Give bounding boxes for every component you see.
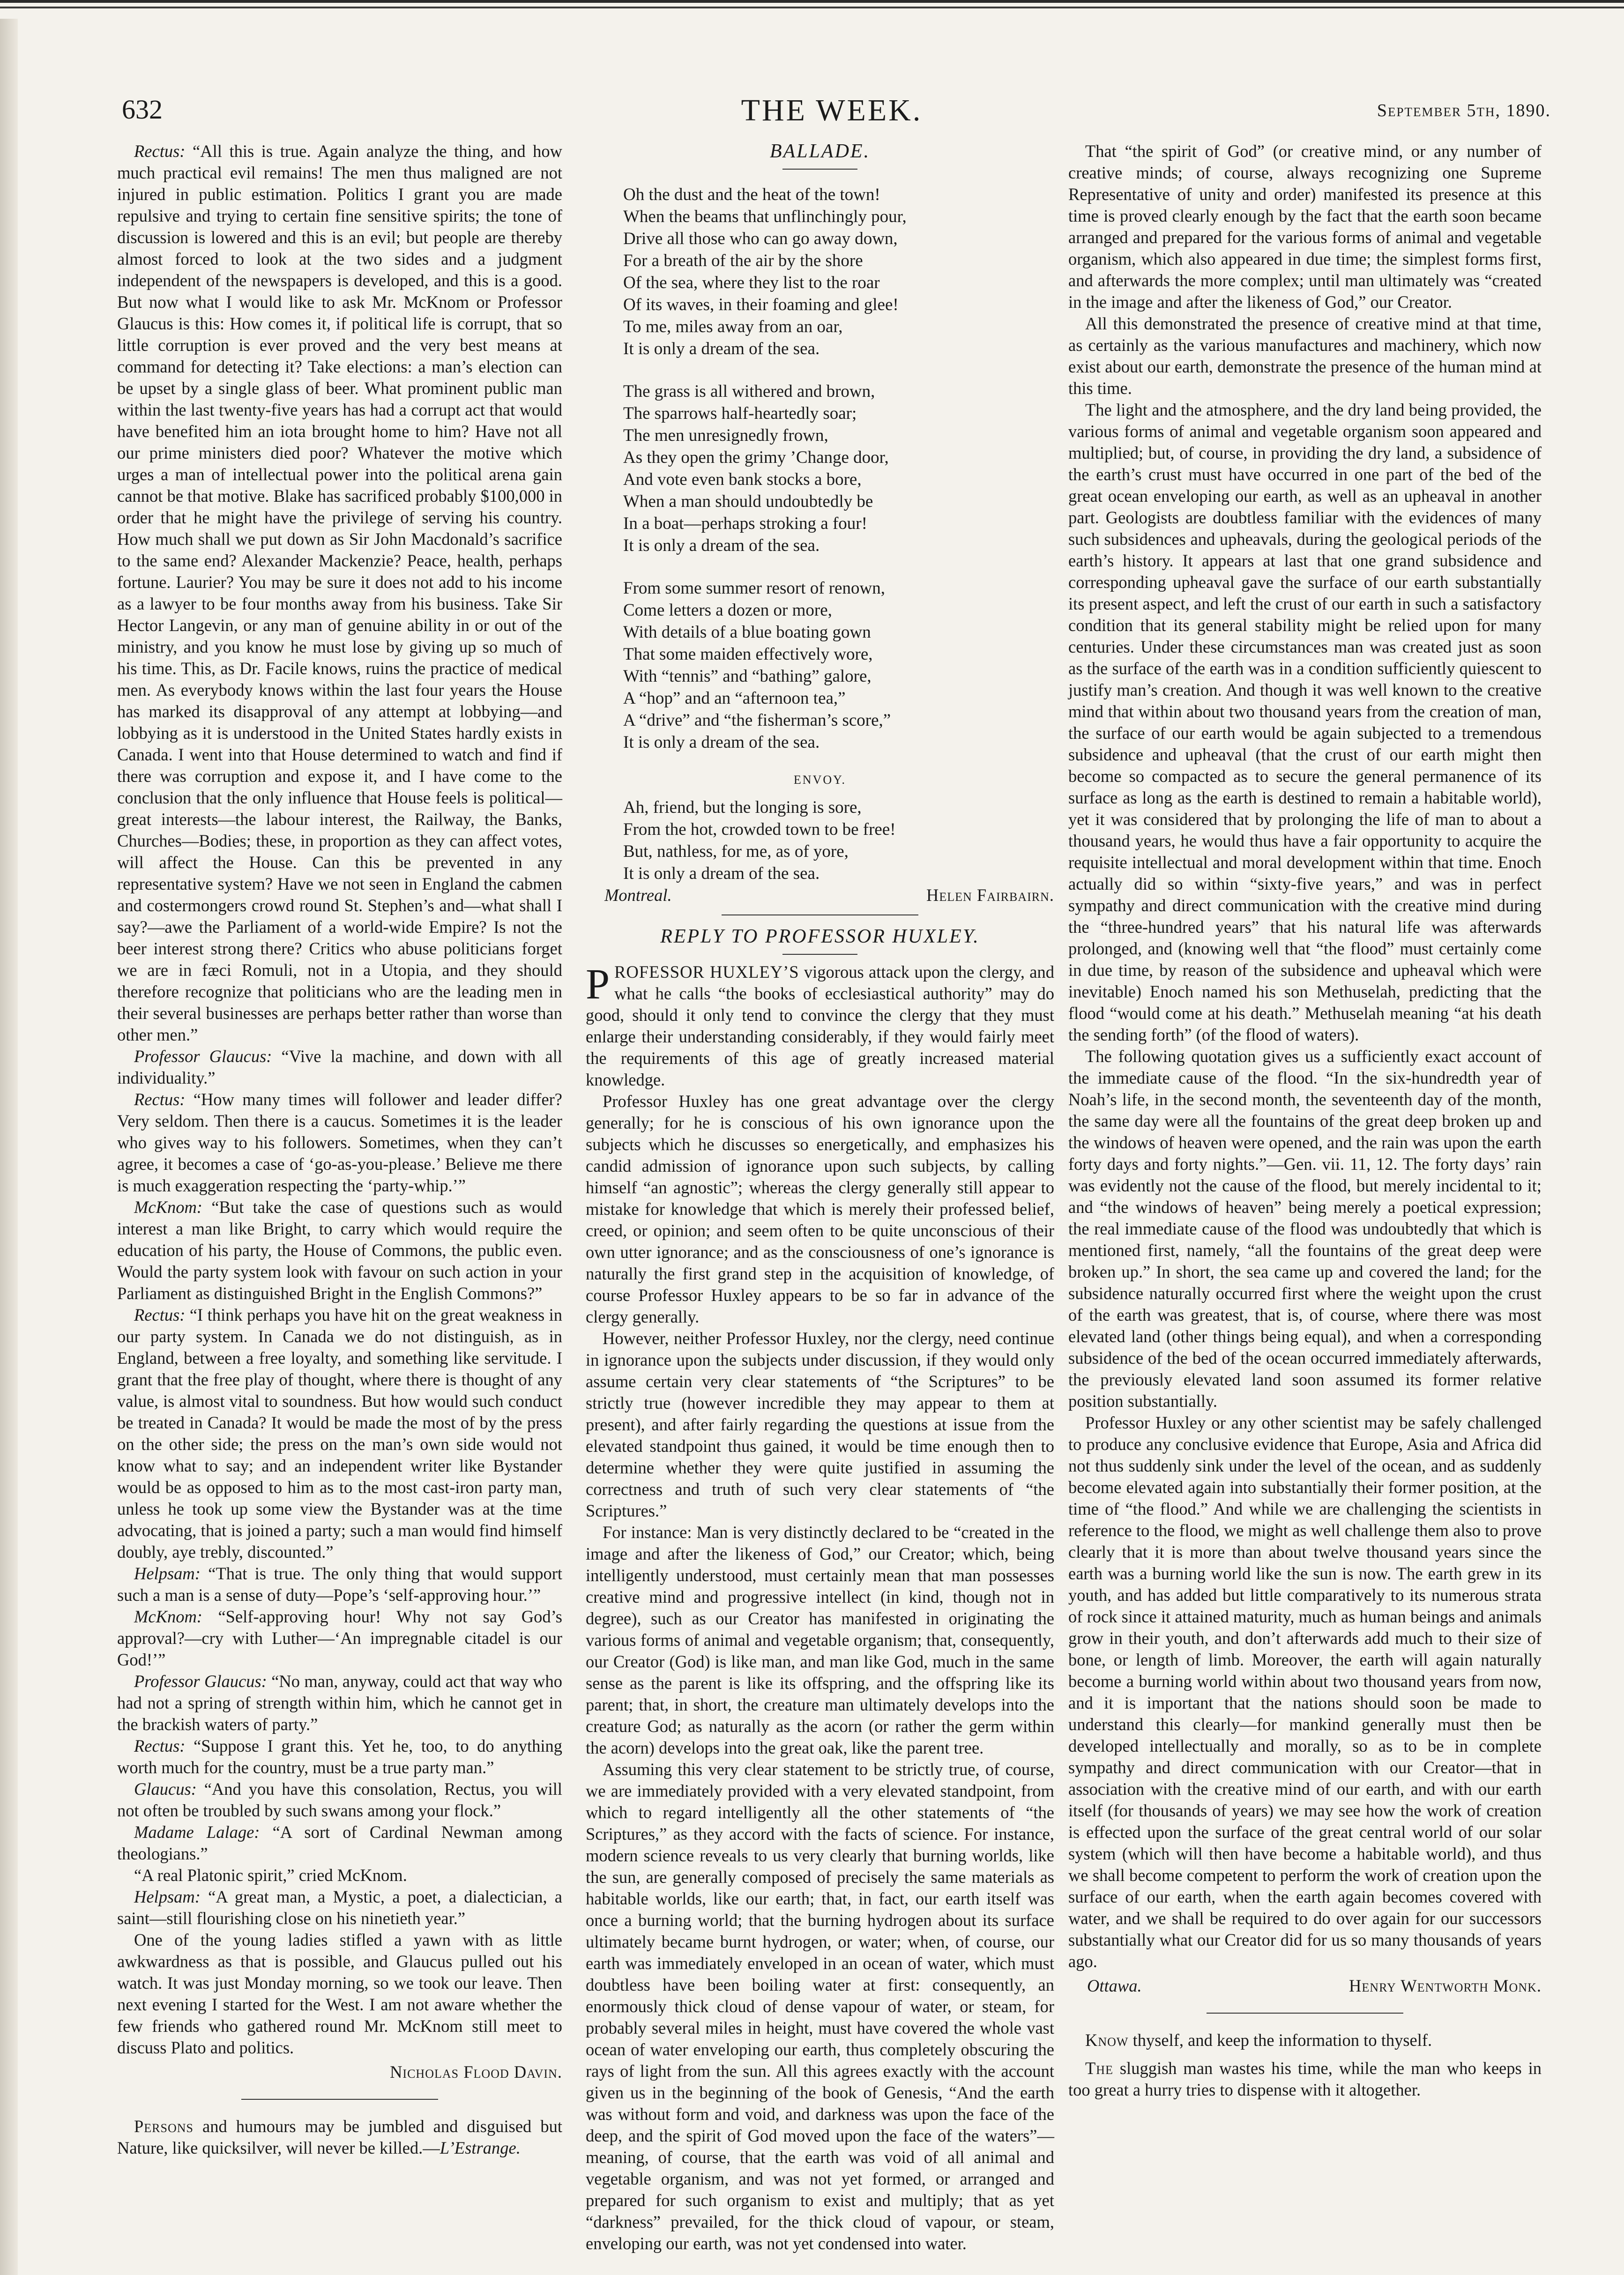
dialogue-text: “A sort of Cardinal Newman among theologians.” [117, 1822, 563, 1863]
maxim-2-text: sluggish man wastes his time, while the man who keeps in too great a hurry tries to dispense with it altogether. [1068, 2059, 1542, 2099]
page-top-edge [0, 0, 1624, 19]
poem-line: It is only a dream of the sea. [623, 733, 820, 752]
article-first-paragraph [586, 961, 1054, 1091]
article-paragraph: The light and the atmosphere, and the dry land being provided, the various forms of animal and vegetable organism soon appeared and multiplied; but, of course, in providing the dry land, a subsidence of the earth’s crust must have occurred in one part of the bed of the great ocean enveloping our earth, as well as an upheaval in another part. Geologists are doubtless familiar with the evidences of many such subsidences and upheavals, during the geological periods of the earth’s history. It appears at last that one grand subsidence and corresponding upheaval gave the surface of our earth substantially its present aspect, and left the crust of our earth in such a satisfactory condition that its general stability might be relied upon for many centuries. Under these circumstances man was created just as soon as the surface of the earth was in a condition sufficiently quiescent to justify man’s creation. And though it was well known to the creative mind that within about two thousand years from the creation of man, the surface of our earth would be again subjected to a tremendous subsidence and upheaval (that the crust of our earth might then become so compacted as to secure the general permanence of its surface as long as the earth is destined to remain a habitable world), yet it was considered that by prolonging the life of man to about a thousand years, he would thus have a fair opportunity to acquire the requisite intellectual and moral development within that time. Enoch actually did so within “sixty-five years,” and was in perfect sympathy and direct communication with the creative mind during the “three-hundred years” that his natural life was afterwards prolonged, and (knowing well that “the flood” must certainly come in due time, by reason of the subsidence and upheaval which were inevitable) Enoch named his son Methuselah, predicting that the flood “would come at his death.” Methuselah meaning “at his death the sending forth” (of the flood of waters). [1068, 400, 1542, 1044]
dialogue-paragraph [117, 1563, 562, 1606]
page-header [112, 94, 1551, 136]
section-divider [722, 914, 918, 915]
poem-line: Come letters a dozen or more, [623, 601, 832, 620]
poem-line: Of the sea, where they list to the roar [623, 273, 880, 292]
article-body [586, 1091, 1054, 2254]
lead-words: ROFESSOR HUXLEY’S [614, 962, 799, 981]
dialogue-text: “That is true. The only thing that would support such a man is a sense of duty—Pope’s ‘self-approving hour.’” [117, 1564, 563, 1605]
column-right [1068, 141, 1542, 2101]
quote-lead: Persons [134, 2117, 194, 2136]
speaker-name: McKnom: [134, 1197, 202, 1217]
dialogue-text: “All this is true. Again analyze the thing, and how much practical evil remains! The men thus maligned are not injured in public estimation. Politics I grant you are made repulsive and trying to certain fine sensitive spirits; the tone of discussion is lowered and this is an evil; but people are thereby almost forced to look at the two sides and a judgment independent of the newspapers is developed, and this is a good. But now what I would like to ask Mr. McKnom or Professor Glaucus is this: How comes it, if political life is corrupt, that so little corruption is ever proved and the very best means at command for detecting it? Take elections: a man’s election can be upset by a single glass of beer. What prominent public man within the last twenty-five years has had a corrupt act that would have benefited him an iota brought home to him? Have not all our prime ministers died poor? Whatever the motive which urges a man of intellectual power into the political arena gain cannot be that motive. Blake has sacrificed probably $100,000 in order that he might have the privilege of serving his country. How much shall we put down as Sir John Macdonald’s sacrifice to the same end? Alexander Mackenzie? Peace, health, perhaps fortune. Laurier? You may be sure it does not add to his income as a lawyer to be four months away from his business. Take Sir Hector Langevin, or any man of genuine ability in or out of the ministry, and you know he must lose by giving up so much of his time. This, as Dr. Facile knows, ruins the practice of medical men. As everybody knows within the last four years the House has marked its disapproval of any attempt at lobbying—and lobbying as it is understood in the United States hardly exists in Canada. I went into that House determined to watch and find if there was corruption and expose it, and I have come to the conclusion that the only influence that House feels is political—great interests—the labour interest, the Railway, the Banks, Churches—Bodies; these, in proportion as they can affect votes, will affect the House. Can this be prevented in any representative system? Have we not seen in England the cabmen and costermongers crowd round St. Stephen’s and—what shall I say?—awe the Parliament of a world-wide Empire? Is not the beer interest strong there? Critics who abuse politicians forget we are in fæci Romuli, not in a Utopia, and they should therefore recognize that politicians who are the leading men in their several businesses are perhaps better rather than worse than other men.” [117, 141, 563, 1044]
poem-stanza [623, 577, 1054, 753]
first-paragraph-text: vigorous attack upon the clergy, and what he calls “the books of ecclesiastical authority” may do good, should it only tend to convince the clergy that they must enlarge their understanding considerably, if they would fairly meet the requirements of this age of greatly increased material knowledge. [586, 962, 1055, 1089]
speaker-name: Professor Glaucus: [134, 1047, 272, 1066]
poem-line: Of its waves, in their foaming and glee! [623, 295, 899, 314]
binding-edge [0, 19, 18, 2275]
maxim-1-lead: Know [1085, 2030, 1129, 2050]
poem-line: The grass is all withered and brown, [623, 382, 875, 401]
dialogue-paragraph [117, 1778, 562, 1821]
speaker-name: Helpsam: [134, 1564, 201, 1583]
poem-line: A “hop” and an “afternoon tea,” [623, 689, 846, 708]
poem-line: For a breath of the air by the shore [623, 251, 863, 270]
poem-line: That some maiden effectively wore, [623, 645, 873, 664]
envoy-line: But, nathless, for me, as of yore, [623, 842, 849, 861]
poem-line: When a man should undoubtedly be [623, 492, 873, 511]
poem-line: To me, miles away from an oar, [623, 317, 843, 336]
poem-title: BALLADE. [769, 141, 871, 162]
section-divider [1207, 2013, 1403, 2014]
dialogue-text: “And you have this consolation, Rectus, you will not often be troubled by such swans among your flock.” [117, 1779, 562, 1820]
dialogue-paragraph [117, 1606, 562, 1671]
dialogue-text: One of the young ladies stifled a yawn with as little awkwardness as that is possible, and Glaucus pulled out his watch. It was just Monday morning, so we took our leave. Then next evening I started for the West. I am not aware whether the few friends who gathered round Mr. McKnom still meet to discuss Plato and politics. [117, 1930, 562, 2057]
article-continuation [1068, 141, 1542, 1972]
title-rule [782, 954, 857, 955]
article-place: Ottawa. [1087, 1976, 1142, 1995]
dialogue-paragraph [117, 1886, 562, 1929]
dialogue-paragraph [117, 141, 562, 1046]
speaker-name: Glaucus: [134, 1779, 197, 1799]
column-left [117, 141, 562, 2159]
speaker-name: Rectus: [134, 1305, 186, 1324]
article-author: Henry Wentworth Monk. [1349, 1976, 1542, 1995]
dialogue-paragraph [117, 1046, 562, 1089]
dialogue-section [117, 141, 562, 2059]
poem-stanza [623, 184, 1054, 360]
poem-line: With “tennis” and “bathing” galore, [623, 667, 872, 686]
poem-author: Helen Fairbairn. [926, 885, 1054, 905]
speaker-name: Rectus: [134, 141, 186, 161]
dialogue-text: “But take the case of questions such as would interest a man like Bright, to carry which would require the education of his party, the House of Commons, the public even. Would the party system look with favour on such action in your Parliament as distinguished Bright in the English Commons?” [117, 1197, 563, 1303]
poem-line: It is only a dream of the sea. [623, 339, 820, 358]
quote-text: and humours may be jumbled and disguised but Nature, like quicksilver, will never be killed.— [117, 2117, 562, 2157]
dialogue-text: “Suppose I grant this. Yet he, too, to do anything worth much for the country, must be a true party man.” [117, 1736, 563, 1777]
dialogue-paragraph [117, 1735, 562, 1778]
poem-line: Drive all those who can go away down, [623, 229, 898, 248]
article-paragraph: Professor Huxley or any other scientist may be safely challenged to produce any conclusive evidence that Europe, Asia and Africa did not thus suddenly sink under the level of the ocean, and as suddenly become elevated again into substantially their former position, at the time of “the flood.” And while we are challenging the scientists in reference to the flood, we might as well challenge them also to prove clearly that it is more than about twelve thousand years since the earth was a burning world like the sun is now. The earth grew in its youth, and has added but little comparatively to its numerous strata of rock since it attained maturity, much as human beings and animals grow in their youth, and don’t afterwards add much to their size of bone, or length of limb. Moreover, the earth will again naturally become a burning world within about two thousand years from now, and it is important that the nations should soon be made to understand this clearly—for mankind generally must then be developed intellectually and morally, so as to be in complete sympathy and direct communication with our Creator—that in association with the creative mind of our earth, and with our earth itself (for thousands of years) we may see how the work of creation is effected upon the surface of the great central world of our solar system (which will then have become a habitable world), and thus we shall become competent to perform the work of creation upon the surface of our earth, when the earth again becomes covered with water, and we shall be required to do over again for our successors substantially what our Creator did for us so many thousands of years ago. [1068, 1413, 1542, 1971]
drop-cap: P [586, 960, 610, 1008]
dialogue-text: “Self-approving hour! Why not say God’s approval?—cry with Luther—‘An impregnable citadel is our God!’” [117, 1607, 563, 1669]
maxim-1 [1068, 2030, 1542, 2051]
maxim-2 [1068, 2058, 1542, 2101]
speaker-name: McKnom: [134, 1607, 202, 1626]
dialogue-text: “No man, anyway, could act that way who had not a spring of strength within him, which he cannot get in the brackish waters of party.” [117, 1672, 562, 1734]
poem-line: As they open the grimy ’Change door, [623, 448, 889, 467]
article-paragraph: For instance: Man is very distinctly declared to be “created in the image and after the likeness of God,” our Creator; which, being intelligently understood, must certainly mean that man possesses creative mind and progressive intellect (in kind, though not in degree), such as our Creator has manifested in originating the various forms of animal and vegetable organism; that, consequently, our Creator (God) is like man, and man like God, much in the same sense as the parent is like its offspring, and the offspring like its parent; that, in short, the creature man ultimately develops into the creature God; as naturally as the acorn (or rather the germ within the acorn) develops into the great oak, like the parent tree. [586, 1523, 1054, 1757]
poem-line: And vote even bank stocks a bore, [623, 470, 862, 489]
column-middle [586, 141, 1054, 2254]
dialogue-paragraph [117, 1929, 562, 2059]
article-title: REPLY TO PROFESSOR HUXLEY. [660, 926, 980, 947]
article-paragraph: All this demonstrated the presence of creative mind at that time, as certainly as the various manufactures and machinery, which now exist about our earth, demonstrate the presence of the human mind at this time. [1068, 314, 1542, 398]
poem-body [623, 184, 1054, 753]
speaker-name: Professor Glaucus: [134, 1672, 267, 1691]
dialogue-paragraph [117, 1089, 562, 1197]
poem-signature [586, 885, 1054, 906]
envoy-body [623, 796, 1054, 885]
title-rule [782, 169, 857, 170]
poem-line: The sparrows half-heartedly soar; [623, 404, 857, 423]
dialogue-text: “Vive la machine, and down with all individuality.” [117, 1047, 562, 1087]
envoy-line: Ah, friend, but the longing is sore, [623, 798, 862, 817]
article-paragraph: Professor Huxley has one great advantage over the clergy generally; for he is conscious of his own ignorance upon the subjects which he discusses so energetically, and emphasizes his candid admission of ignorance upon such subjects, by calling himself “an agnostic”; whereas the clergy generally still appear to mistake for knowledge that which is merely their professed belief, creed, or opinion; and seem often to be quite unconscious of their own utter ignorance; and as the consciousness of one’s ignorance is naturally the first grand step in the acquisition of knowledge, of course Professor Huxley appears to be so far in advance of the clergy generally. [586, 1092, 1054, 1326]
poem-line: In a boat—perhaps stroking a four! [623, 514, 867, 533]
dialogue-paragraph [117, 1865, 562, 1886]
dialogue-paragraph [117, 1304, 562, 1563]
envoy-line: It is only a dream of the sea. [623, 864, 820, 883]
poem-stanza [623, 380, 1054, 557]
dialogue-paragraph [117, 1671, 562, 1735]
speaker-name: Madame Lalage: [134, 1822, 260, 1842]
poem-line: Oh the dust and the heat of the town! [623, 185, 880, 204]
quote-paragraph [117, 2116, 562, 2159]
dialogue-text: “I think perhaps you have hit on the great weakness in our party system. In Canada we do not distinguish, as in England, between a free loyalty, and something like servitude. I grant that the free play of thought, where there is thought of any value, is almost vital to soundness. But how would such conduct be treated in Canada? It would be made the most of by the press on the other side; the press on the man’s own side would not know what to say; and an independent writer like Bystander would be as opposed to him as to the most cast-iron party man, unless he took up some view the Bystander was at the time advocating, that is joined a party; such a man would find himself doubly, aye trebly, discounted.” [117, 1305, 562, 1561]
article-paragraph: However, neither Professor Huxley, nor the clergy, need continue in ignorance upon the subjects under discussion, if they would only assume certain very clear statements of “the Scriptures” to be strictly true (however incredible they may appear to them at present), and after fairly regarding the questions at issue from the elevated standpoint thus gained, it would be time enough then to determine whether they were quite justified in assuming the correctness and truth of such very clear statements of “the Scriptures.” [586, 1329, 1054, 1520]
article-paragraph: Assuming this very clear statement to be strictly true, of course, we are immediately provided with a very elevated standpoint, from which to regard intelligently all the other statements of “the Scriptures,” as they accord with the facts of science. For instance, modern science reveals to us very clearly that burning worlds, like the sun, are generally composed of precisely the same materials as habitable worlds, like our earth; that, in fact, our earth itself was once a burning world; that the burning hydrogen about its surface ultimately became burnt hydrogen, or water; when, of course, our earth was immediately enveloped in an ocean of water, which must doubtless have been boiling water at first: consequently, an enormously thick cloud of dense vapour of water, or steam, for probably several miles in height, must have covered the whole vast ocean of water enveloping our earth, thus completely obscuring the rays of light from the sun. All this agrees exactly with the account given us in the beginning of the book of Genesis, “And the earth was without form and void, and darkness was upon the face of the deep, and the spirit of God moved upon the face of the waters”—meaning, of course, that the earth was void of all animal and vegetable organism, and was not yet formed, or arranged and prepared for such organism to exist and multiply; that as yet “darkness” prevailed, for the thick cloud of vapour, or steam, enveloping our earth, was not yet condensed into water. [586, 1760, 1054, 2253]
speaker-name: Rectus: [134, 1090, 186, 1109]
issue-date: September 5th, 1890. [1377, 101, 1551, 120]
poem-line: It is only a dream of the sea. [623, 536, 820, 555]
article-signature: Nicholas Flood Davin. [390, 2062, 562, 2082]
maxim-1-text: thyself, and keep the information to thyself. [1128, 2030, 1432, 2050]
dialogue-text: “A great man, a Mystic, a poet, a dialectician, a saint—still flourishing close on his ninetieth year.” [117, 1887, 562, 1928]
journal-title: THE WEEK. [741, 93, 923, 127]
poem-line: A “drive” and “the fisherman’s score,” [623, 711, 891, 730]
maxim-2-lead: The [1085, 2059, 1113, 2078]
speaker-name: Helpsam: [134, 1887, 201, 1906]
envoy-line: From the hot, crowded town to be free! [623, 820, 896, 839]
poem-line: When the beams that unflinchingly pour, [623, 207, 907, 226]
article-paragraph: The following quotation gives us a sufficiently exact account of the immediate cause of the flood. “In the six-hundredth year of Noah’s life, in the second month, the seventeenth day of the month, the same day were all the fountains of the great deep broken up and the windows of heaven were opened, and the rain was upon the earth forty days and forty nights.”—Gen. vii. 11, 12. The forty days’ rain was evidently not the cause of the flood, but merely incidental to it; and “the windows of heaven” being merely a poetical expression; the real immediate cause of the flood was undoubtedly that which is mentioned first, namely, “all the fountains of the great deep were broken up.” In short, the sea came up and covered the land; for the subsidence naturally occurred first where the weight upon the crust of the earth was greatest, that is, of course, where there was most elevated land (other things being equal), and when a corresponding subsidence of the bed of the ocean occurred immediately afterwards, the previously elevated land soon assumed its former relative position substantially. [1068, 1047, 1542, 1411]
poem-place: Montreal. [604, 885, 672, 905]
page-number: 632 [122, 94, 163, 125]
article-signature [1068, 1975, 1542, 1997]
poem-line: From some summer resort of renown, [623, 579, 886, 598]
dialogue-text: “A real Platonic spirit,” cried McKnom. [134, 1866, 407, 1885]
poem-line: The men unresignedly frown, [623, 426, 828, 445]
dialogue-paragraph [117, 1197, 562, 1304]
quote-attribution: L’Estrange. [440, 2138, 521, 2157]
section-divider [241, 2099, 438, 2100]
dialogue-paragraph [117, 1821, 562, 1865]
article-paragraph: That “the spirit of God” (or creative mind, or any number of creative minds; of course, always recognizing one Supreme Representative of unity and order) manifested its presence at this time is proved clearly enough by the fact that the earth soon became arranged and prepared for the various forms of animal and vegetable organism, which also appeared in due time; the simplest forms first, and afterwards the more complex; until man ultimately was “created in the image and after the likeness of God,” our Creator. [1068, 141, 1542, 312]
poem-line: With details of a blue boating gown [623, 623, 871, 642]
dialogue-text: “How many times will follower and leader differ? Very seldom. Then there is a caucus. Sometimes it is the leader who gives way to his followers. Sometimes, when they can’t agree, it becomes a case of ‘go-as-you-please.’ Believe me there is much exaggeration respecting the ‘party-whip.’” [117, 1090, 563, 1195]
envoy-label: ENVOY. [793, 773, 847, 787]
speaker-name: Rectus: [134, 1736, 186, 1755]
